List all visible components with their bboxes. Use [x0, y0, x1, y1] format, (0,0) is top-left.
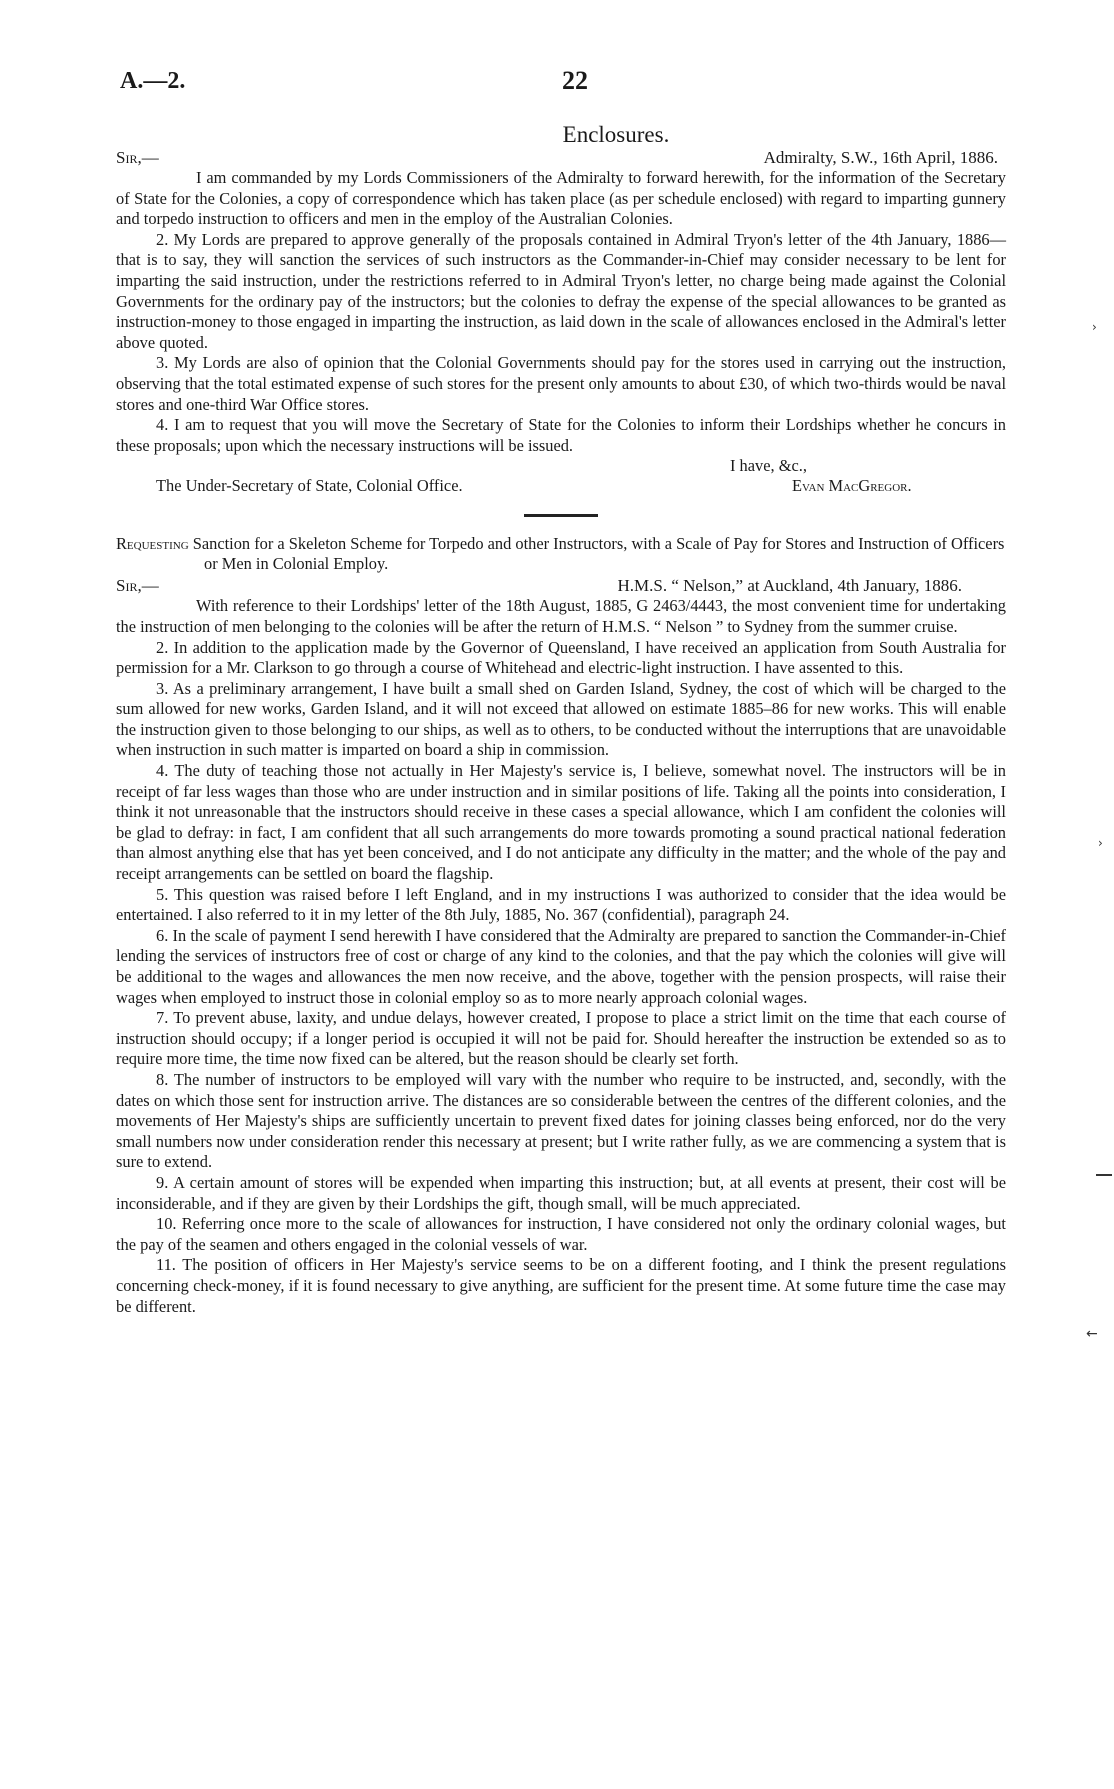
margin-mark-2: › — [1098, 836, 1103, 850]
document-page — [116, 62, 1006, 1317]
letter2-paragraph-6: 6. In the scale of payment I send herewith I have considered that the Admiralty are prepared to sanction the Commander-in-Chief lending the services of instructors free of cost or charge of any kind to the colonies, and that the pay which the colonies will give will be additional to the wages and allowances the men now receive, and the above, together with the pension prospects, will raise their wages when employed to instruct those in colonial employ so as to more nearly approach colonial wages. — [116, 925, 1006, 1007]
enclosures-heading: Enclosures. — [562, 122, 670, 147]
letter1-closing: I have, &c., — [730, 456, 807, 476]
letter1-addressee: The Under-Secretary of State, Colonial Office. — [156, 476, 463, 496]
letter1-dateline: Admiralty, S.W., 16th April, 1886. — [763, 148, 998, 167]
letter2-heading-rest: Sanction for a Skeleton Scheme for Torpedo and other Instructors, with a Scale of Pay for Stores and Instruction of Officers or Men in Colonial Employ. — [188, 534, 1005, 574]
letter2-paragraph-11: 11. The position of officers in Her Majesty's service seems to be on a different footing, and I think the present regulations concerning check-money, if it is found necessary to give anything, are sufficient for the present time. At some future time the case may be different. — [116, 1255, 1006, 1316]
letter1-paragraph-3: 3. My Lords are also of opinion that the Colonial Governments should pay for the stores used in carrying out the instruction, observing that the total estimated expense of such stores for the present only amounts to about £30, of which two-thirds would be naval stores and one-third War Office stores. — [116, 353, 1006, 414]
letter2-paragraph-8: 8. The number of instructors to be employed will vary with the number who require to be instructed, and, secondly, with the dates on which those sent for instruction arrive. The distances are so considerable between the centres of the different colonies, and the movements of Her Majesty's ships are sufficiently uncertain to prevent fixed dates for joining classes being enforced, nor do the very small numbers now under consideration render this necessary at present; but I write rather fully, as we are commencing a system that is sure to extend. — [116, 1069, 1006, 1172]
section-code: A.—2. — [120, 68, 186, 94]
letter2-salutation-line — [116, 576, 1006, 596]
margin-mark-4: ← — [1086, 1326, 1098, 1342]
letter1-signature-line — [116, 476, 1006, 496]
letter1-closing-line — [116, 456, 1006, 476]
letter2-paragraph-10: 10. Referring once more to the scale of allowances for instruction, I have considered not only the ordinary colonial wages, but the pay of the seamen and others engaged in the colonial vessels of war. — [116, 1214, 1006, 1254]
letter2-paragraph-9: 9. A certain amount of stores will be expended when imparting this instruction; but, at all events at present, their cost will be inconsiderable, and if they are given by their Lordships the gift, though small, will be much appreciated. — [116, 1172, 1006, 1213]
letter2-heading — [116, 534, 1006, 574]
letter2-paragraph-1: With reference to their Lordships' letter of the 18th August, 1885, G 2463/4443, the most convenient time for undertaking the instruction of men belonging to the colonies will be after the return of H.M.S. “ Nelson ” to Sydney from the summer cruise. — [116, 596, 1006, 636]
letter1-salutation: Sir,— — [116, 148, 159, 167]
section-divider — [116, 504, 1006, 522]
letter2-salutation: Sir,— — [116, 576, 159, 596]
letter2-dateline: H.M.S. “ Nelson,” at Auckland, 4th January, 1886. — [617, 576, 962, 596]
letter2-paragraph-3: 3. As a preliminary arrangement, I have built a small shed on Garden Island, Sydney, the cost of which will be charged to the sum allowed for new works, Garden Island, and it will not exceed that allowed on estimate 1885–86 for new works. This will enable the instruction given to those belonging to our ships, as well as to others, to be conducted without the interruptions that are unavoidable when instruction in such matter is imparted on board a ship in commission. — [116, 678, 1006, 760]
letter1-paragraph-1: I am commanded by my Lords Commissioners of the Admiralty to forward herewith, for the information of the Secretary of State for the Colonies, a copy of correspondence which has taken place (as per schedule enclosed) with regard to imparting gunnery and torpedo instruction to officers and men in the employ of the Australian Colonies. — [116, 168, 1006, 229]
letter1-salutation-line — [116, 148, 1006, 168]
running-head — [116, 62, 1006, 102]
letter1-paragraph-2: 2. My Lords are prepared to approve generally of the proposals contained in Admiral Tryon's letter of the 4th January, 1886—that is to say, they will sanction the services of such instructors as the Commander-in-Chief may consider necessary to be lent for imparting the said instruction, under the restrictions referred to in Admiral Tryon's letter, no charge being made against the Colonial Governments for the ordinary pay of the instructors; but the colonies to defray the expense of the special allowances to be granted as instruction-money to those engaged in imparting the instruction, as laid down in the scale of allowances enclosed in the Admiral's letter above quoted. — [116, 229, 1006, 352]
margin-mark-3 — [1096, 1174, 1112, 1176]
page-number: 22 — [562, 66, 588, 95]
letter1-paragraph-4: 4. I am to request that you will move the Secretary of State for the Colonies to inform their Lordships whether he concurs in these proposals; upon which the necessary instructions will be issued. — [116, 415, 1006, 455]
letter2-paragraph-5: 5. This question was raised before I left England, and in my instructions I was authorized to consider that the idea would be entertained. I also referred to it in my letter of the 8th July, 1885, No. 367 (confidential), paragraph 24. — [116, 884, 1006, 925]
letter2-paragraph-4: 4. The duty of teaching those not actually in Her Majesty's service is, I believe, somewhat novel. The instructors will be in receipt of far less wages than those who are under instruction and in similar positions of life. Taking all the points into consideration, I think it not unreasonable that the instructors should receive in these cases a special allowance, which I am confident the colonies will be glad to defray: in fact, I am confident that all such arrangements do more towards promoting a sound practical national federation than almost anything else that has yet been conceived, and I do not anticipate any difficulty in the matter; and the whole of the pay and receipt arrangements can be settled on board the flagship. — [116, 761, 1006, 884]
letter2-paragraph-7: 7. To prevent abuse, laxity, and undue delays, however created, I propose to place a strict limit on the time that each course of instruction should occupy; if a longer period is occupied it will not be paid for. Should hereafter the instruction be extended so as to require more time, the time now fixed can be altered, but the reason should be clearly set forth. — [116, 1008, 1006, 1069]
letter2-heading-lead: Requesting — [116, 534, 189, 554]
margin-mark-1: › — [1092, 320, 1097, 334]
letter1-signature: Evan MacGregor. — [792, 476, 912, 496]
letter2-paragraph-2: 2. In addition to the application made by the Governor of Queensland, I have received an application from South Australia for permission for a Mr. Clarkson to go through a course of Whitehead and electric-light instruction. I have assented to this. — [116, 637, 1006, 678]
